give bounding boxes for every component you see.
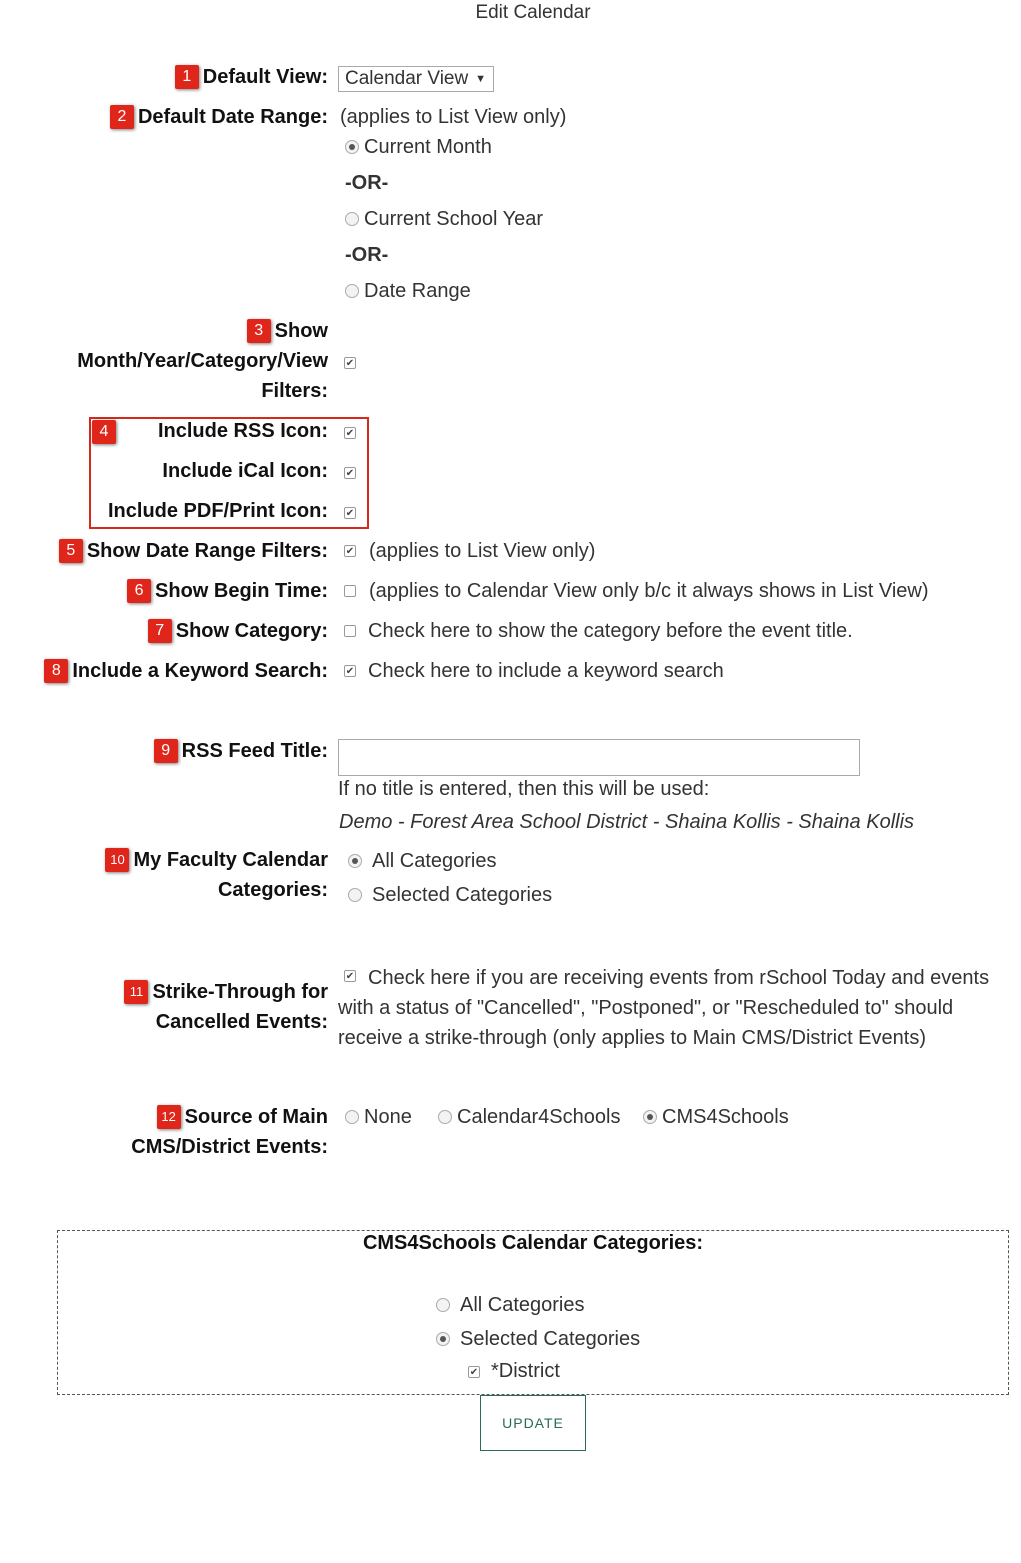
date-range-filters-note: (applies to List View only) bbox=[369, 540, 596, 562]
step-badge-4: 4 bbox=[92, 420, 116, 444]
default-view-select[interactable] bbox=[338, 66, 494, 92]
step-badge-7: 7 bbox=[148, 619, 172, 643]
show-filters-checkbox[interactable] bbox=[344, 357, 356, 369]
keyword-search-checkbox[interactable] bbox=[344, 665, 356, 677]
step-badge-11: 11 bbox=[124, 980, 148, 1004]
rss-title-input[interactable] bbox=[338, 739, 860, 776]
step-badge-10: 10 bbox=[105, 848, 129, 872]
show-category-note: Check here to show the category before the event title. bbox=[368, 620, 853, 642]
cms-selected-label: Selected Categories bbox=[460, 1328, 641, 1350]
show-category-label: 7 Show Category: bbox=[148, 616, 328, 646]
radio-date-range[interactable] bbox=[345, 284, 359, 298]
or-separator: -OR- bbox=[345, 172, 389, 194]
step-badge-3: 3 bbox=[247, 319, 271, 343]
or-separator: -OR- bbox=[345, 244, 389, 266]
faculty-all-label: All Categories bbox=[372, 850, 497, 872]
step-badge-12: 12 bbox=[157, 1105, 181, 1129]
source-none-radio[interactable] bbox=[345, 1110, 359, 1124]
keyword-search-note: Check here to include a keyword search bbox=[368, 660, 724, 682]
keyword-search-label: 8 Include a Keyword Search: bbox=[44, 656, 328, 686]
begin-time-checkbox[interactable] bbox=[344, 585, 356, 597]
begin-time-label: 6 Show Begin Time: bbox=[127, 576, 328, 606]
faculty-selected-radio[interactable] bbox=[348, 888, 362, 902]
default-view-value: Calendar View bbox=[345, 68, 469, 89]
include-pdf-label: Include PDF/Print Icon: bbox=[107, 500, 328, 522]
source-c4s-label: Calendar4Schools bbox=[457, 1106, 621, 1128]
cms-selected-radio[interactable] bbox=[436, 1332, 450, 1346]
faculty-categories-label: 10 My Faculty Calendar Categories: bbox=[105, 845, 328, 905]
include-rss-label: Include RSS Icon: bbox=[157, 420, 328, 442]
show-category-checkbox[interactable] bbox=[344, 625, 356, 637]
step-badge-6: 6 bbox=[127, 579, 151, 603]
step-badge-8: 8 bbox=[44, 659, 68, 683]
step-badge-1: 1 bbox=[175, 65, 199, 89]
step-badge-2: 2 bbox=[110, 105, 134, 129]
source-label: 12 Source of Main CMS/District Events: bbox=[131, 1106, 328, 1158]
default-date-range-label: 2 Default Date Range: bbox=[110, 102, 328, 132]
include-pdf-checkbox[interactable] bbox=[344, 507, 356, 519]
chevron-down-icon: ▼ bbox=[475, 73, 486, 85]
include-rss-checkbox[interactable] bbox=[344, 427, 356, 439]
radio-current-month[interactable] bbox=[345, 140, 359, 154]
step-badge-5: 5 bbox=[59, 539, 83, 563]
show-filters-label: 3 Show Month/Year/Category/View Filters: bbox=[77, 320, 328, 402]
include-ical-label: Include iCal Icon: bbox=[162, 460, 328, 482]
strike-through-note: Check here if you are receiving events from rSchool Today and events with a status of "Cancelled", "Postponed", or "Rescheduled to" should receive a strike-through (only applies to Main CMS/District Events) bbox=[338, 967, 990, 1049]
begin-time-note: (applies to Calendar View only b/c it always shows in List View) bbox=[369, 580, 929, 602]
rss-title-label: 9 RSS Feed Title: bbox=[154, 736, 328, 766]
faculty-all-radio[interactable] bbox=[348, 854, 362, 868]
cms-categories-heading: CMS4Schools Calendar Categories: bbox=[362, 1232, 704, 1254]
radio-school-year-label: Current School Year bbox=[364, 208, 544, 230]
source-cms-label: CMS4Schools bbox=[662, 1106, 789, 1128]
rss-title-hint: If no title is entered, then this will be used: bbox=[338, 778, 710, 800]
district-label: *District bbox=[491, 1360, 560, 1382]
date-range-filters-label: 5 Show Date Range Filters: bbox=[59, 536, 328, 566]
radio-date-range-label: Date Range bbox=[364, 280, 471, 302]
update-button[interactable]: UPDATE bbox=[480, 1395, 586, 1451]
default-view-label: 1 Default View: bbox=[175, 62, 328, 92]
cms-all-label: All Categories bbox=[460, 1294, 585, 1316]
strike-through-label: 11 Strike-Through for Cancelled Events: bbox=[124, 977, 328, 1037]
date-range-filters-checkbox[interactable] bbox=[344, 545, 356, 557]
include-ical-checkbox[interactable] bbox=[344, 467, 356, 479]
source-none-label: None bbox=[364, 1106, 412, 1128]
source-cms-radio[interactable] bbox=[643, 1110, 657, 1124]
cms-all-radio[interactable] bbox=[436, 1298, 450, 1312]
district-checkbox[interactable] bbox=[468, 1366, 480, 1378]
date-range-note: (applies to List View only) bbox=[340, 106, 567, 128]
rss-title-default: Demo - Forest Area School District - Shaina Kollis - Shaina Kollis bbox=[339, 811, 915, 833]
step-badge-9: 9 bbox=[154, 739, 178, 763]
faculty-selected-label: Selected Categories bbox=[372, 884, 553, 906]
radio-school-year[interactable] bbox=[345, 212, 359, 226]
source-c4s-radio[interactable] bbox=[438, 1110, 452, 1124]
radio-current-month-label: Current Month bbox=[364, 136, 492, 158]
page-title: Edit Calendar bbox=[475, 2, 591, 23]
